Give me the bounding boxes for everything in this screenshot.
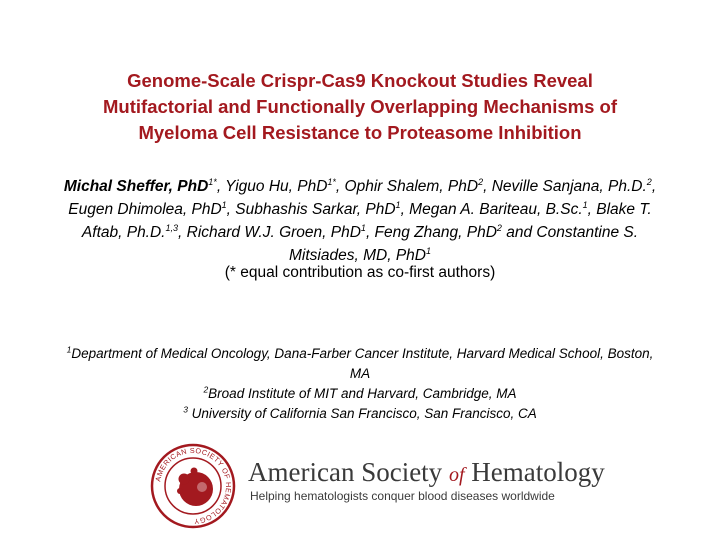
author-affiliation-mark: 2: [646, 176, 652, 187]
presentation-title: [0, 68, 720, 146]
ash-wordmark-part: American Society: [248, 457, 449, 487]
ash-wordmark-part: Hematology: [464, 457, 605, 487]
ash-wordmark: [248, 457, 605, 488]
affiliation-number: 2: [203, 384, 209, 395]
affiliation-number: 1: [66, 344, 72, 355]
ash-seal-logo-icon: [150, 443, 236, 529]
ash-wordmark-of: of: [448, 464, 465, 486]
author-affiliation-mark: 1*: [208, 176, 217, 187]
author-name: , Yiguo Hu, PhD: [216, 178, 328, 195]
affiliation-number: 3: [183, 404, 188, 415]
equal-contribution-note: (* equal contribution as co-first authors): [224, 264, 496, 281]
author-affiliation-mark: 2: [496, 222, 502, 233]
svg-text:AMERICAN SOCIETY OF HEMATOLOGY: AMERICAN SOCIETY OF HEMATOLOGY: [153, 445, 234, 527]
author-name: and Constantine S. Mitsiades, MD, PhD: [289, 224, 639, 264]
author-affiliation-mark: 1: [425, 245, 431, 256]
author-affiliation-mark: 1*: [327, 176, 336, 187]
author-affiliation-mark: 2: [478, 176, 484, 187]
author-name: , Feng Zhang, PhD: [365, 224, 497, 241]
title-line: Mutifactorial and Functionally Overlapping Mechanisms of: [103, 96, 617, 117]
author-name: , Blake T. Aftab, Ph.D.: [81, 201, 652, 241]
ash-tagline: Helping hematologists conquer blood diseases worldwide: [250, 489, 555, 503]
author-affiliation-mark: 1: [395, 199, 401, 210]
affiliation: [60, 404, 660, 424]
affiliation-text: Department of Medical Oncology, Dana-Farber Cancer Institute, Harvard Medical School, Boston, MA: [71, 346, 654, 381]
author-name: , Neville Sanjana, Ph.D.: [483, 178, 647, 195]
affiliation: [60, 384, 660, 404]
title-line: Myeloma Cell Resistance to Proteasome Inhibition: [138, 122, 582, 143]
affiliation: [60, 344, 660, 384]
author-affiliation-mark: 1: [221, 199, 227, 210]
author-affiliation-mark: 1: [360, 222, 366, 233]
title-line: Genome-Scale Crispr-Cas9 Knockout Studies Reveal: [127, 70, 593, 91]
affiliation-text: University of California San Francisco, San Francisco, CA: [187, 406, 537, 421]
author-list: [50, 175, 670, 267]
author-name: , Megan A. Bariteau, B.Sc.: [400, 201, 583, 218]
author-name: , Eugen Dhimolea, PhD: [68, 178, 657, 218]
author-affiliation-mark: 1: [582, 199, 588, 210]
author-name: Michal Sheffer, PhD: [63, 178, 209, 195]
author-name: , Richard W.J. Groen, PhD: [178, 224, 361, 241]
affiliation-text: Broad Institute of MIT and Harvard, Cambridge, MA: [208, 386, 517, 401]
author-name: , Subhashis Sarkar, PhD: [226, 201, 396, 218]
affiliation-list: [60, 344, 660, 424]
author-affiliation-mark: 1,3: [165, 222, 179, 233]
author-name: , Ophir Shalem, PhD: [335, 178, 479, 195]
